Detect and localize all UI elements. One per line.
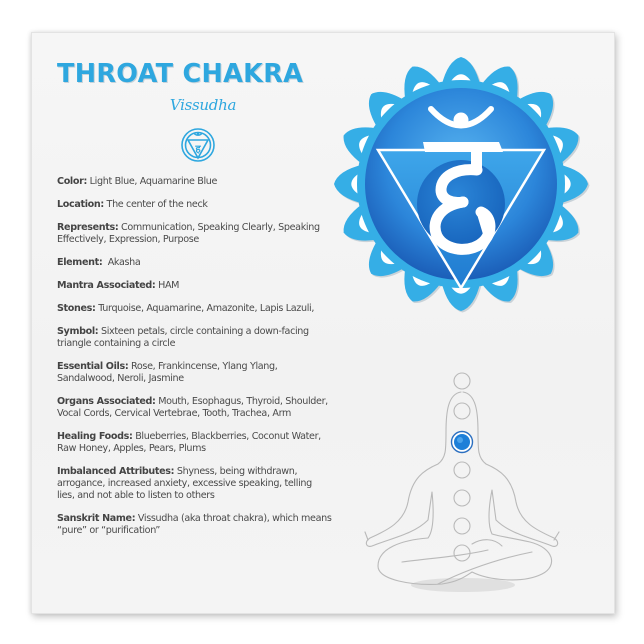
info-healing-foods: Healing Foods: Blueberries, Blackberries, Coconut Water, Raw Honey, Apples, Pears, Plums [57, 431, 321, 454]
chakra-info-list [57, 176, 332, 548]
throat-chakra-emblem-icon [331, 53, 591, 315]
info-element: Element: Akasha [57, 257, 141, 268]
info-represents: Represents: Communication, Speaking Clearly, Speaking Effectively, Expression, Purpose [57, 222, 320, 245]
svg-text:ह: ह [195, 144, 201, 155]
info-essential-oils: Essential Oils: Rose, Frankincense, Ylang Ylang, Sandalwood, Neroli, Jasmine [57, 361, 278, 384]
info-color: Color: Light Blue, Aquamarine Blue [57, 176, 218, 187]
info-sanskrit-name: Sanskrit Name: Vissudha (aka throat chakra), which means “pure” or “purification” [57, 513, 332, 536]
info-organs: Organs Associated: Mouth, Esophagus, Thyroid, Shoulder, Vocal Cords, Cervical Vertebrae, Tooth, Trachea, Arm [57, 396, 328, 419]
page-title: THROAT CHAKRA [57, 59, 304, 89]
info-imbalanced-attributes: Imbalanced Attributes: Shyness, being withdrawn, arrogance, increased anxiety, excessive speaking, telling lies, and not able to listen to others [57, 466, 312, 501]
throat-chakra-small-icon [180, 127, 216, 163]
info-symbol: Symbol: Sixteen petals, circle containing a down-facing triangle containing a circle [57, 326, 309, 349]
meditating-figure-icon [362, 362, 562, 600]
info-mantra: Mantra Associated: HAM [57, 280, 180, 291]
info-location: Location: The center of the neck [57, 199, 208, 210]
info-stones: Stones: Turquoise, Aquamarine, Amazonite, Lapis Lazuli, [57, 303, 315, 314]
page-subtitle: Vissudha [169, 96, 237, 114]
